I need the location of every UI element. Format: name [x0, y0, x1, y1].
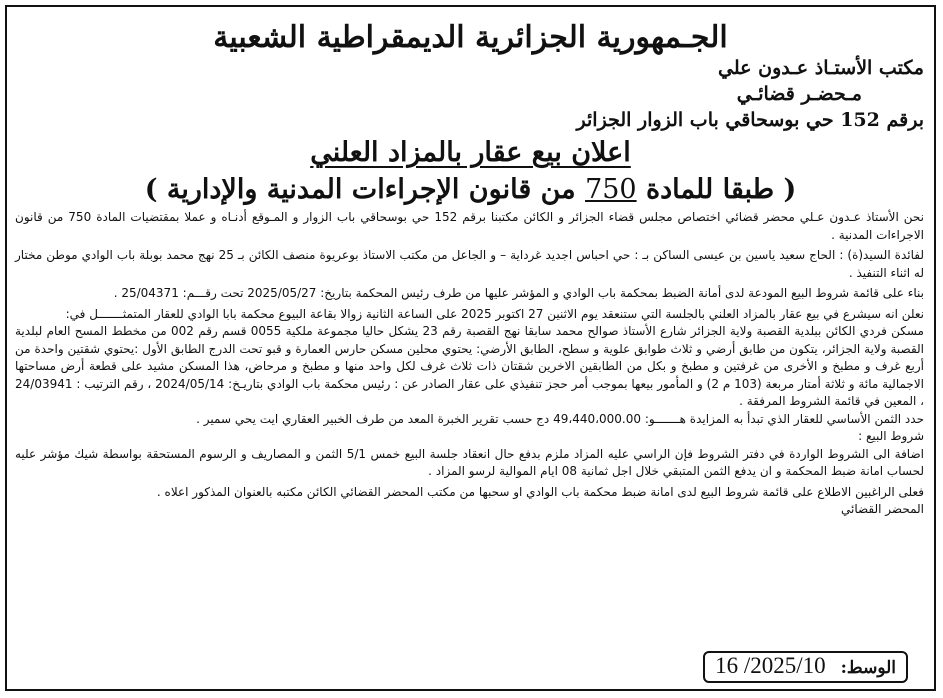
conditions-paragraph: [15, 446, 924, 481]
legal-basis-suffix: من قانون الإجراءات المدنية والإدارية ): [144, 174, 576, 205]
publication-date: 2025/10/ 16: [715, 653, 826, 678]
conditions-title: شروط البيع :: [858, 429, 924, 443]
republic-heading: الجـمهورية الجزائرية الديمقراطية الشعبية: [213, 20, 728, 55]
announcement-title-text: اعلان بيع عقار بالمزاد العلني: [310, 137, 631, 168]
conditions-line-1: اضافة الى الشروط الواردة في دفتر الشروط فإن الراسي عليه المزاد ملزم بدفع حال انعقاد جلسة البيع خمس 5/1 الثمن و المصاريف و الرسوم المستحقة بواسطة: [102, 446, 924, 461]
basis-paragraph: [15, 285, 924, 303]
property-line-3: الطابق الأول :يحتوي شقتين واحدة من أربع غرف و مطبخ و الأخرى من غرفتين و مطبخ و بكل من الطابقين الاخرين شقتان ذات ثلاث غرف لكل واحد منها و مطبخ: [15, 341, 924, 373]
intro-line-1: نحن الأستاذ عـدون عـلي محضر قضائي اختصاص مجلس قضاء الجزائر و الكائن مكتبنا برقم 152 حي بوسحاقي باب الزوار و المـوقع أدنـاه و عملا بمقتضيات: [130, 210, 925, 224]
property-line-1: مسكن فردي الكائن ببلدية القصبة ولاية الجزائر شارع الأستاذ صوالح محمد سابقا نهج القصبة رقم 23 يشكل حاليا مجموعة ملكية 0055 قسم رقم 002 من مخطط: [111, 324, 924, 338]
inquiry-paragraph: فعلى الراغبين الاطلاع على قائمة شروط البيع لدى امانة ضبط محكمة باب الوادي او سحبها من مكتب المحضر القضائي الكائن مكتبه بالعنوان المذكور اعلاه .: [156, 484, 924, 499]
article-number: 750: [585, 174, 637, 205]
announce-line-1: نعلن انه سيشرع في بيع عقار بالمزاد العلني بالجلسة التي ستنعقد يوم الاثنين 27 اكتوبر 2025 على الساعة الثانية زوالا بقاعة البيوع محكمة بابا الوادي للعقار: [154, 306, 924, 321]
announce-line-2: المتمثـــــــل في:: [65, 306, 152, 321]
beneficiary-paragraph: [15, 247, 924, 282]
newspaper-label: الوسط:: [840, 658, 896, 678]
intro-line-2: المادة 750 من قانون الاجراءات المدنية .: [15, 210, 924, 242]
base-price-paragraph: حدد الثمن الأساسي للعقار الذي تبدأ به المزايدة هـــــــو: 49،440،000.00 دج حسب تقرير الخبرة المعد من طرف الخبير العقاري ايت يحي سمير .: [196, 411, 924, 426]
property-line-5: عن : رئيس محكمة باب الوادي بتاريـخ: 2024/05/14 ، رقم الترتيب : 24/03941 ، المعين في قائمة الشروط المرفقة .: [15, 376, 924, 408]
signer-title: المحضر القضائي: [841, 502, 924, 516]
legal-basis-prefix: ( طبقا للمادة: [646, 174, 797, 205]
office-address: برقم 152 حي بوسحاقي باب الزوار الجزائر: [576, 109, 924, 131]
property-line-4: و مرحاض، هذا المسكن مشيد على قطعة أرض مساحتها الاجمالية مائة و ثلاثة أمتار مربعة (103 م 2) و المأمور بيعها بموجب أمر حجز تنفيذي على عقار الصادر: [15, 359, 925, 391]
bailiff-role: مـحضـر قضائـي: [736, 83, 862, 105]
announcement-title: [7, 135, 934, 171]
sale-announcement-paragraph: [15, 306, 924, 324]
property-line-2: المسح العام لبلدية القصبة ولاية الجزائر، يتكون من طابق أرضي و ثلاث طوابق علوية و سطح، الطابق الأرضي: يحتوي محلين مسكن حارس العمارة و قبو تحت الدرج: [15, 324, 925, 356]
conditions-line-2: شيك مؤشر عليه لحساب امانة ضبط المحكمة و ان يدفع الثمن المتبقي خلال اجل ثمانية 08 ايام الموالية لرسو المزاد .: [15, 446, 924, 478]
basis-line-2: رقـــم: 25/04371 .: [113, 286, 217, 300]
basis-line-1: بناء على قائمة شروط البيع المودعة لدى أمانة الضبط بمحكمة باب الوادي و المؤشر عليها من طرف رئيس المحكمة بتاريخ: 2025/05/27 تحت: [220, 286, 924, 300]
legal-basis-title: [7, 171, 934, 209]
office-name: مكتب الأستـاذ عـدون علي: [718, 57, 924, 79]
intro-paragraph: [15, 209, 924, 244]
announcement-document: [5, 5, 936, 691]
announcement-body: [7, 209, 934, 501]
property-description: [15, 323, 924, 411]
beneficiary-line-1: لفائدة السيد(ة) : الحاج سعيد ياسين بن عيسى الساكن بـ : حي احباس اجديد غرداية – و الجاعل من مكتب الاستاذ بوعريوة منصف الكائن بـ 25 نهج محمد: [166, 248, 924, 262]
beneficiary-line-2: بوبلة باب الوادي موطن مختار له اثناء التنفيذ .: [15, 248, 924, 280]
publication-date-box: [703, 651, 908, 683]
